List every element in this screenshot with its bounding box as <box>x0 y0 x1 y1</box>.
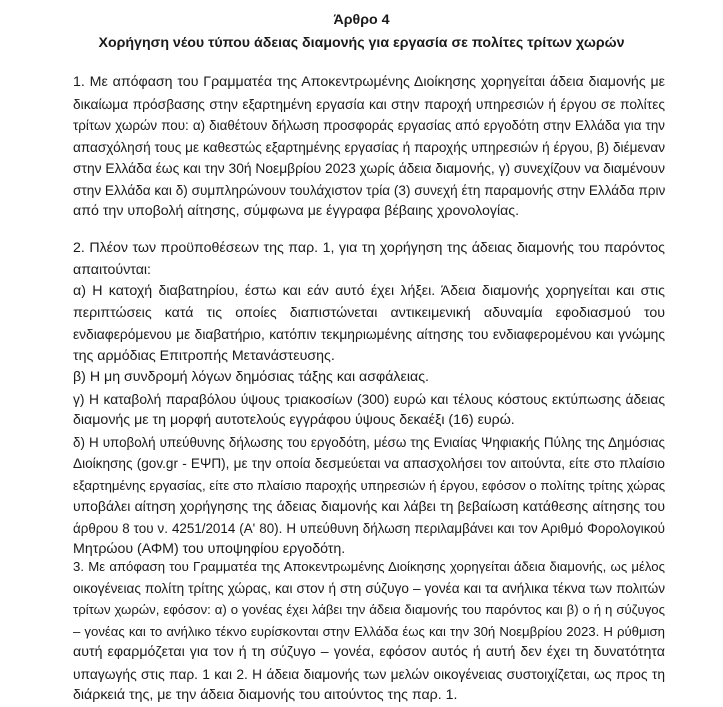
paragraph-line: διαμονής με τη μορφή αυτοτελούς εγγράφου ύψους δεκαέξι (16) ευρώ. <box>73 412 515 428</box>
paragraph-line: αυτή εφαρμόζεται για τον ή τη σύζυγο – γονέα, εφόσον αυτός ή αυτή δεν έχει τη δυνατότητα <box>73 644 665 660</box>
article-number: Άρθρο 4 <box>333 12 390 28</box>
paragraph-line: υποβάλει αίτηση χορήγησης της άδειας διαμονής και λάβει τη βεβαίωση κατάθεσης αίτησης του <box>73 498 665 514</box>
paragraph-line: τρίτων χωρών που: α) διαθέτουν δήλωση προσφοράς εργασίας από εργοδότη στην Ελλάδα για την <box>73 118 665 133</box>
paragraph-line: 1. Με απόφαση του Γραμματέα της Αποκεντρωμένης Διοίκησης χορηγείται άδεια διαμονής με <box>73 74 665 90</box>
paragraph-line: γ) Η καταβολή παραβόλου ύψους τριακοσίων (300) ευρώ και τέλους κόστους εκτύπωσης άδειας <box>73 391 665 407</box>
paragraph-2 <box>73 238 665 561</box>
paragraph-line: τρίτων χωρών, εφόσον: α) ο γονέας έχει λάβει την άδεια διαμονής του παρόντος και β) ο ή η σύζυγος <box>73 602 665 617</box>
paragraph-line: της αρμόδιας Επιτροπής Μετανάστευσης. <box>73 347 335 364</box>
paragraph-line: β) Η μη συνδρομή λόγων δημόσιας τάξης και ασφάλειας. <box>73 369 429 385</box>
paragraph-line: από την υποβολή αίτησης, σύμφωνα με έγγραφα βέβαιης χρονολογίας. <box>73 203 520 219</box>
paragraph-line: άρθρου 8 του ν. 4251/2014 (Α' 80). Η υπεύθυνη δήλωση περιλαμβάνει και τον Αριθμό Φορολογικού <box>73 520 665 536</box>
paragraph-line: οικογένειας πολίτη τρίτης χώρας, και στον ή στη σύζυγο – γονέα και τα ανήλικα τέκνα των πολιτών <box>73 580 665 596</box>
paragraph-line: εξαρτημένης εργασίας, είτε στο πλαίσιο παροχής υπηρεσιών ή έργου, εφόσον ο πολίτης τρίτης χώρας <box>73 477 665 493</box>
paragraph-line: διάρκειά της, με την άδεια διαμονής του αιτούντος της παρ. 1. <box>73 687 458 703</box>
paragraph-line: 3. Με απόφαση του Γραμματέα της Αποκεντρωμένης Διοίκησης χορηγείται άδεια διαμονής, ως μέλος <box>73 559 665 574</box>
paragraph-line: Διοίκησης (gov.gr - ΕΨΠ), με την οποία δεσμεύεται να απασχολήσει τον αιτούντα, είτε στο πλαίσιο <box>73 456 665 471</box>
paragraph-line: α) Η κατοχή διαβατηρίου, έστω και εάν αυτό έχει λήξει. Άδεια διαμονής χορηγείται και στις <box>73 283 665 299</box>
paragraph-line: δ) Η υποβολή υπεύθυνης δήλωσης του εργοδότη, μέσω της Ενιαίας Ψηφιακής Πύλης της Δημόσιας <box>73 434 665 450</box>
paragraph-1 <box>73 72 665 223</box>
paragraph-line: απασχόλησή τους με καθεστώς εξαρτημένης εργασίας ή παροχής υπηρεσιών ή έργου, β) διέμεναν <box>73 139 665 155</box>
paragraph-line: υπαγωγής στις παρ. 1 και 2. Η άδεια διαμονής των μελών οικογένειας συστοιχίζεται, ως προς τη <box>73 666 665 682</box>
paragraph-line: 2. Πλέον των προϋποθέσεων της παρ. 1, για τη χορήγηση της άδειας διαμονής του παρόντος <box>73 240 665 256</box>
paragraph-line: ενδιαφερόμενου με διαβατήριο, κατόπιν τεκμηριωμένης αίτησης του ενδιαφερομένου και γνώμης <box>73 327 665 342</box>
paragraph-line: Μητρώου (ΑΦΜ) του υποψηφίου εργοδότη. <box>73 541 346 557</box>
article-title: Χορήγηση νέου τύπου άδειας διαμονής για εργασία σε πολίτες τρίτων χωρών <box>98 35 625 51</box>
paragraph-line: απαιτούνται: <box>73 261 151 278</box>
paragraph-line: στην Ελλάδα και δ) συμπληρώνουν τουλάχιστον τρία (3) συνεχή έτη παραμονής στην Ελλάδα πριν <box>73 182 665 198</box>
paragraph-line: – γονέας και το ανήλικο τέκνο ευρίσκονται στην Ελλάδα έως και την 30ή Νοεμβρίου 2023. Η ρύθμιση <box>73 623 665 639</box>
paragraph-line: δικαίωμα πρόσβασης στην εξαρτημένη εργασία και στην παροχή υπηρεσιών ή έργου σε πολίτες <box>73 96 665 112</box>
paragraph-3 <box>73 556 665 707</box>
paragraph-line: περιπτώσεις κατά τις οποίες διαπιστώνεται αντικειμενική αδυναμία εφοδιασμού του <box>73 304 665 321</box>
paragraph-line: στην Ελλάδα έως και την 30ή Νοεμβρίου 2023 χωρίς άδεια διαμονής, γ) συνεχίζουν να διαμένουν <box>73 161 665 176</box>
